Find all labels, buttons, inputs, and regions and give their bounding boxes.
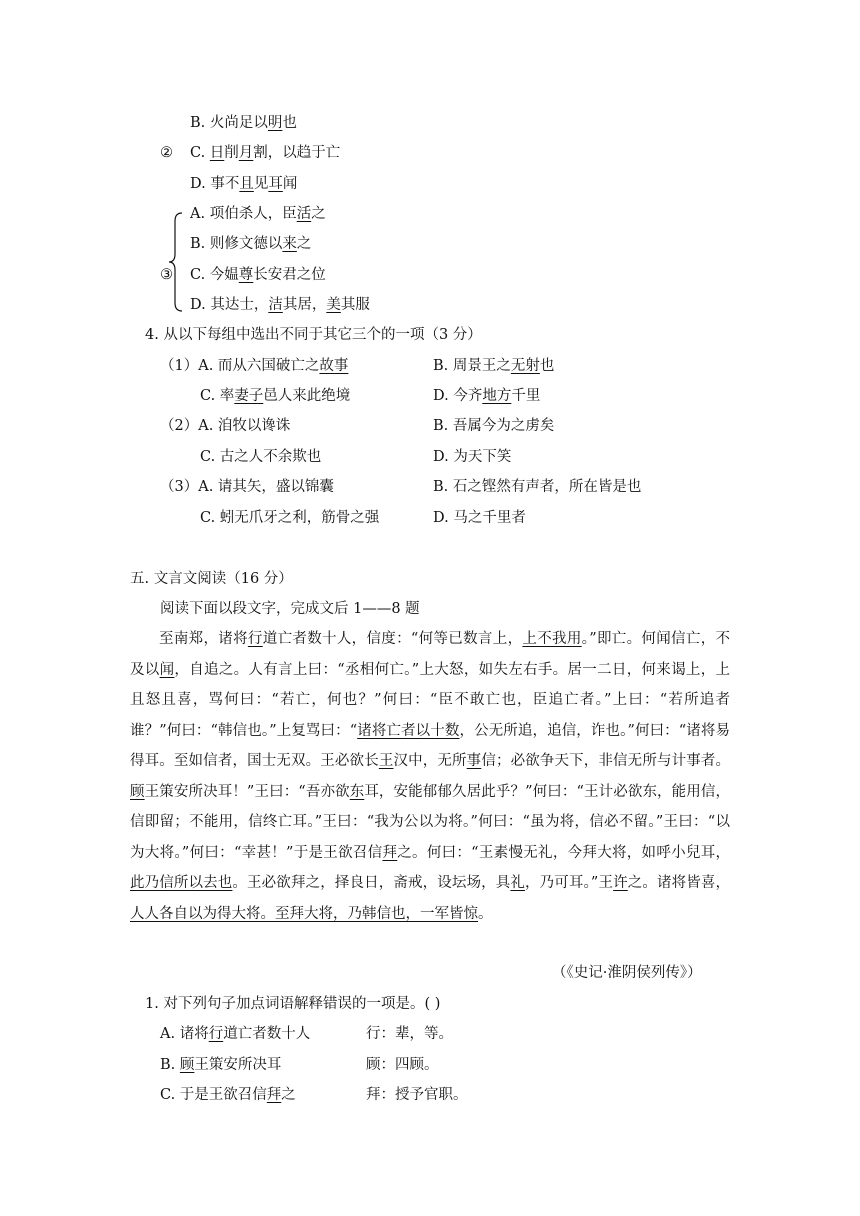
q1-title: 1. 对下列句子加点词语解释错误的一项是。( ) <box>145 996 441 1012</box>
q4-r1-option-b: B. 周景王之无射也 <box>433 358 555 374</box>
q3-g3-number: ③ <box>160 267 173 283</box>
q1-option-b: B. 顾王策安所决耳 <box>160 1057 282 1073</box>
section5-instruction: 阅读下面以段文字，完成文后 1——8 题 <box>160 601 420 617</box>
q3-g2-option-c: C. 日削月割，以趋于亡 <box>190 145 341 161</box>
q4-r2-option-d: D. 为天下笑 <box>433 449 512 465</box>
q1-option-a: A. 诸将行道亡者数十人 <box>160 1026 311 1042</box>
q1-option-a-explanation: 行：辈，等。 <box>366 1026 453 1042</box>
q4-r2-option-a: （2）A. 洎牧以谗诛 <box>160 418 291 434</box>
q3-g3-option-d: D. 其达士，洁其居，美其服 <box>190 297 370 313</box>
q1-option-c-explanation: 拜：授予官职。 <box>366 1087 468 1103</box>
q4-r3-option-a: （3）A. 请其矢，盛以锦囊 <box>160 479 334 495</box>
q4-r2-option-b: B. 吾属今为之虏矣 <box>433 418 555 434</box>
passage: 至南郑，诸将行道亡者数十人，信度：“何等已数言上，上不我用。”即亡。何闻信亡，不及以闻，自追之。人有言上曰：“丞相何亡。”上大怒，如失左右手。居一二日，何来谒上，上且怒且喜，骂何曰：“若亡，何也？”何曰：“臣不敢亡也，臣追亡者。”上曰：“若所追者谁？”何曰：“韩信也。”上复骂曰：“诸将亡者以十数，公无所追，追信，诈也。”何曰：“诸将易得耳。至如信者，国士无双。王必欲长王汉中，无所事信；必欲争天下，非信无所与计事者。顾王策安所决耳！”王曰：“吾亦欲东耳，安能郁郁久居此乎？”何曰：“王计必欲东，能用信，信即留；不能用，信终亡耳。”王曰：“我为公以为将。”何曰：“虽为将，信必不留。”王曰：“以为大将。”何曰：“幸甚！”于是王欲召信拜之。何曰：“王素慢无礼，今拜大将，如呼小兒耳，此乃信所以去也。王必欲拜之，择良日，斋戒，设坛场，具礼，乃可耳。”王许之。诸将皆喜，人人各自以为得大将。至拜大将，乃韩信也，一军皆惊。 <box>130 631 731 922</box>
q4-title: 4. 从以下每组中选出不同于其它三个的一项（3 分） <box>145 327 482 343</box>
q4-r3-option-d: D. 马之千里者 <box>433 510 526 526</box>
curly-brace-icon <box>168 212 184 312</box>
q3-g3-option-a: A. 项伯杀人，臣活之 <box>190 206 326 222</box>
section5-heading: 五. 文言文阅读（16 分） <box>130 571 293 587</box>
q1-option-b-explanation: 顾：四顾。 <box>366 1057 439 1073</box>
q1-option-c: C. 于是王欲召信拜之 <box>160 1087 296 1103</box>
passage-source: （《史记·淮阴侯列传》） <box>552 965 702 981</box>
q3-g2-number: ② <box>160 145 173 161</box>
q4-r3-option-c: C. 蚓无爪牙之利，筋骨之强 <box>200 510 380 526</box>
q3-g2-option-d: D. 事不且见耳闻 <box>190 176 298 192</box>
q4-r1-option-c: C. 率妻子邑人来此绝境 <box>200 388 351 404</box>
q3-g3-option-c: C. 今媪尊长安君之位 <box>190 267 326 283</box>
q3-g3-option-b: B. 则修文德以来之 <box>190 236 312 252</box>
q4-r1-option-d: D. 今齐地方千里 <box>433 388 541 404</box>
q4-r3-option-b: B. 石之铿然有声者，所在皆是也 <box>433 479 642 495</box>
q4-r2-option-c: C. 古之人不余欺也 <box>200 449 322 465</box>
q3-g2-option-b: B. 火尚足以明也 <box>190 115 297 131</box>
q4-r1-option-a: （1）A. 而从六国破亡之故事 <box>160 358 349 374</box>
